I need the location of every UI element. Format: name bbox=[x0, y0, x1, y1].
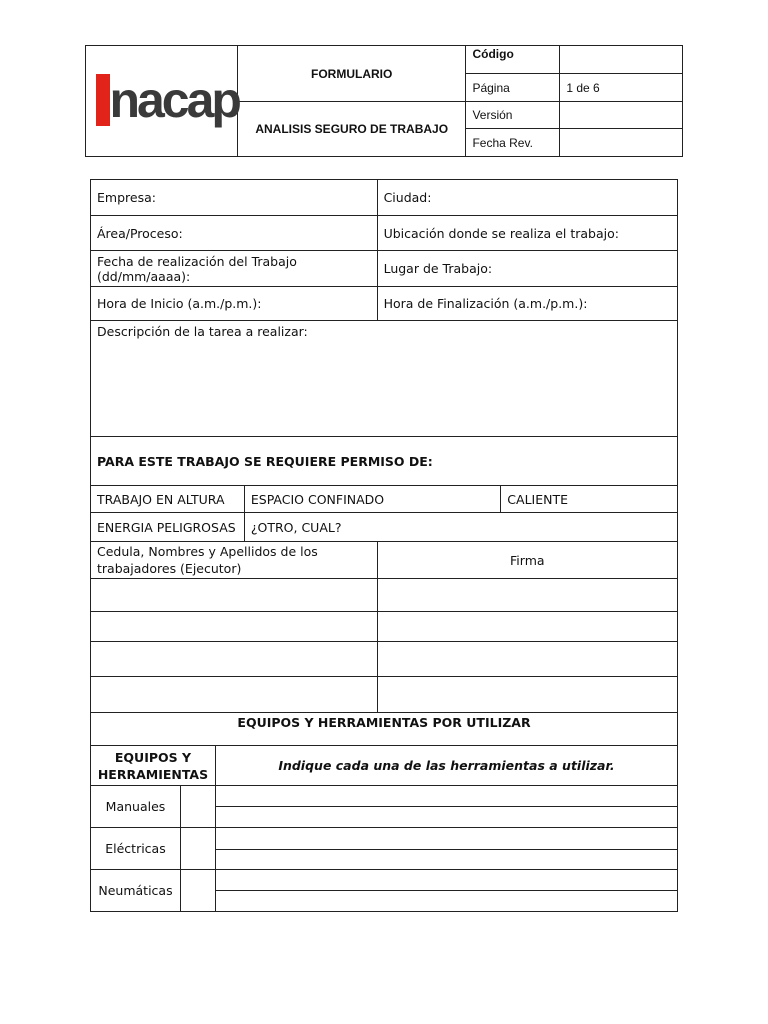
equipos-col-label: EQUIPOS Y HERRAMIENTAS bbox=[91, 746, 216, 786]
herramienta-entry[interactable] bbox=[215, 891, 677, 912]
neumaticas-check-cell[interactable] bbox=[180, 870, 215, 912]
equipos-heading: EQUIPOS Y HERRAMIENTAS POR UTILIZAR bbox=[91, 713, 678, 746]
meta-label-fecha-rev: Fecha Rev. bbox=[466, 129, 560, 157]
herramienta-entry[interactable] bbox=[215, 850, 677, 870]
meta-value-version bbox=[560, 102, 683, 129]
herramienta-entry[interactable] bbox=[215, 870, 677, 891]
inacap-logo bbox=[96, 66, 239, 136]
electricas-check-cell[interactable] bbox=[180, 828, 215, 870]
field-fecha-realizacion[interactable]: Fecha de realización del Trabajo (dd/mm/aaaa): bbox=[91, 251, 378, 287]
work-analysis-form bbox=[90, 179, 678, 912]
permiso-otro[interactable]: ¿OTRO, CUAL? bbox=[244, 513, 677, 542]
table-row bbox=[91, 677, 678, 713]
field-hora-inicio[interactable]: Hora de Inicio (a.m./p.m.): bbox=[91, 287, 378, 321]
categoria-electricas: Eléctricas bbox=[91, 828, 181, 870]
trabajador-firma-cell[interactable] bbox=[377, 579, 677, 612]
trabajador-nombre-cell[interactable] bbox=[91, 677, 378, 713]
trabajador-nombre-cell[interactable] bbox=[91, 642, 378, 677]
permiso-espacio-confinado[interactable]: ESPACIO CONFINADO bbox=[244, 486, 500, 513]
meta-label-pagina: Página bbox=[466, 74, 560, 102]
field-hora-finalizacion[interactable]: Hora de Finalización (a.m./p.m.): bbox=[377, 287, 677, 321]
meta-value-codigo bbox=[560, 46, 683, 74]
equipos-instruction: Indique cada una de las herramientas a utilizar. bbox=[215, 746, 677, 786]
trabajadores-col-nombres: Cedula, Nombres y Apellidos de los trabajadores (Ejecutor) bbox=[91, 542, 378, 579]
document-header bbox=[85, 45, 683, 157]
logo-red-bar bbox=[96, 74, 110, 126]
trabajador-firma-cell[interactable] bbox=[377, 612, 677, 642]
categoria-neumaticas: Neumáticas bbox=[91, 870, 181, 912]
table-row bbox=[91, 579, 678, 612]
meta-label-codigo: Código bbox=[466, 46, 560, 74]
permiso-heading: PARA ESTE TRABAJO SE REQUIERE PERMISO DE: bbox=[91, 437, 678, 486]
field-area-proceso[interactable]: Área/Proceso: bbox=[91, 216, 378, 251]
form-subtitle: ANALISIS SEGURO DE TRABAJO bbox=[237, 102, 466, 157]
logo-wordmark: nacap bbox=[109, 72, 239, 128]
herramienta-entry[interactable] bbox=[215, 828, 677, 850]
meta-value-fecha-rev bbox=[560, 129, 683, 157]
herramienta-entry[interactable] bbox=[215, 807, 677, 828]
field-descripcion-tarea[interactable]: Descripción de la tarea a realizar: bbox=[91, 321, 678, 437]
form-title: FORMULARIO bbox=[237, 46, 466, 102]
permiso-trabajo-altura[interactable]: TRABAJO EN ALTURA bbox=[91, 486, 245, 513]
field-empresa[interactable]: Empresa: bbox=[91, 180, 378, 216]
permiso-caliente[interactable]: CALIENTE bbox=[501, 486, 678, 513]
meta-label-version: Versión bbox=[466, 102, 560, 129]
table-row bbox=[91, 612, 678, 642]
trabajador-nombre-cell[interactable] bbox=[91, 612, 378, 642]
table-row bbox=[91, 642, 678, 677]
categoria-manuales: Manuales bbox=[91, 786, 181, 828]
herramienta-entry[interactable] bbox=[215, 786, 677, 807]
meta-value-pagina: 1 de 6 bbox=[560, 74, 683, 102]
trabajador-firma-cell[interactable] bbox=[377, 642, 677, 677]
field-ciudad[interactable]: Ciudad: bbox=[377, 180, 677, 216]
trabajador-firma-cell[interactable] bbox=[377, 677, 677, 713]
field-lugar-trabajo[interactable]: Lugar de Trabajo: bbox=[377, 251, 677, 287]
permiso-energia-peligrosa[interactable]: ENERGIA PELIGROSAS bbox=[91, 513, 245, 542]
trabajadores-col-firma: Firma bbox=[377, 542, 677, 579]
trabajador-nombre-cell[interactable] bbox=[91, 579, 378, 612]
manuales-check-cell[interactable] bbox=[180, 786, 215, 828]
logo-cell bbox=[86, 46, 238, 157]
field-ubicacion[interactable]: Ubicación donde se realiza el trabajo: bbox=[377, 216, 677, 251]
